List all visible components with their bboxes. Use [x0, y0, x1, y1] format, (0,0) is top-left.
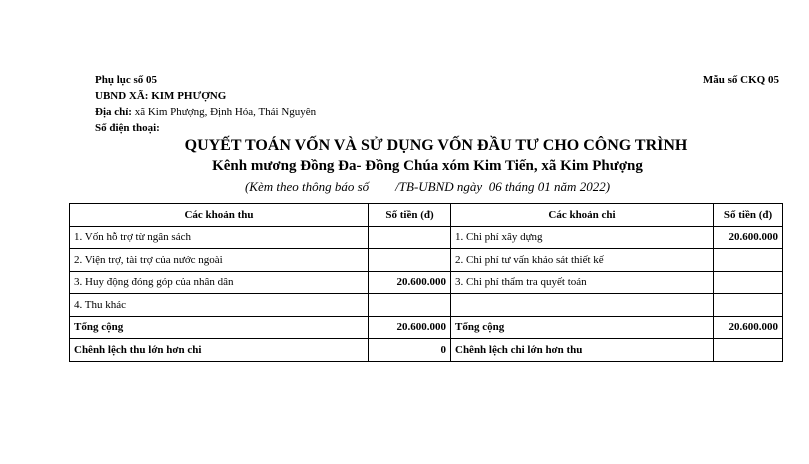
expense-surplus-label: Chênh lệch chi lớn hơn thu	[451, 339, 714, 362]
expense-amount: 20.600.000	[714, 226, 783, 249]
expense-amount	[714, 294, 783, 317]
income-item: 3. Huy động đóng góp của nhân dân	[70, 271, 369, 294]
appendix-number: Phụ lục số 05	[95, 74, 158, 86]
income-amount	[369, 226, 451, 249]
income-amount	[369, 294, 451, 317]
phone-label: Số điện thoại:	[95, 122, 160, 134]
expense-total-amount: 20.600.000	[714, 316, 783, 339]
expense-item: 1. Chi phí xây dựng	[451, 226, 714, 249]
expense-header: Các khoản chi	[451, 204, 714, 227]
expense-total-label: Tổng cộng	[451, 316, 714, 339]
income-total-amount: 20.600.000	[369, 316, 451, 339]
document-title: QUYẾT TOÁN VỐN VÀ SỬ DỤNG VỐN ĐẦU TƯ CHO CÔNG TRÌNH	[184, 137, 688, 154]
address-value: xã Kim Phượng, Định Hóa, Thái Nguyên	[134, 106, 317, 118]
income-surplus-amount: 0	[369, 339, 451, 362]
form-number: Mẫu số CKQ 05	[702, 74, 779, 86]
difference-row	[70, 339, 783, 362]
income-total-label: Tổng cộng	[70, 316, 369, 339]
table-row	[70, 271, 783, 294]
income-item: 4. Thu khác	[70, 294, 369, 317]
expense-amount	[714, 249, 783, 272]
reference-note: (Kèm theo thông báo số /TB-UBND ngày 06 tháng 01 năm 2022)	[244, 179, 611, 194]
expense-item	[451, 294, 714, 317]
total-row	[70, 316, 783, 339]
income-header: Các khoản thu	[70, 204, 369, 227]
project-name: Kênh mương Đồng Đa- Đồng Chúa xóm Kim Tiến, xã Kim Phượng	[212, 158, 643, 174]
income-surplus-label: Chênh lệch thu lớn hơn chi	[70, 339, 369, 362]
income-amount	[369, 249, 451, 272]
expense-item: 2. Chi phí tư vấn khảo sát thiết kế	[451, 249, 714, 272]
table-row	[70, 294, 783, 317]
expense-surplus-amount	[714, 339, 783, 362]
income-item: 1. Vốn hỗ trợ từ ngân sách	[70, 226, 369, 249]
commune-committee: UBND XÃ: KIM PHƯỢNG	[95, 90, 227, 102]
expense-amount-header: Số tiền (đ)	[714, 204, 783, 227]
table-row	[70, 226, 783, 249]
address-label: Địa chỉ:	[95, 106, 132, 118]
settlement-table	[69, 203, 783, 362]
expense-amount	[714, 271, 783, 294]
address-line	[95, 105, 316, 119]
income-amount-header: Số tiền (đ)	[369, 204, 451, 227]
table-header-row	[70, 204, 783, 227]
expense-item: 3. Chi phí thẩm tra quyết toán	[451, 271, 714, 294]
income-item: 2. Viện trợ, tài trợ của nước ngoài	[70, 249, 369, 272]
income-amount: 20.600.000	[369, 271, 451, 294]
table-row	[70, 249, 783, 272]
